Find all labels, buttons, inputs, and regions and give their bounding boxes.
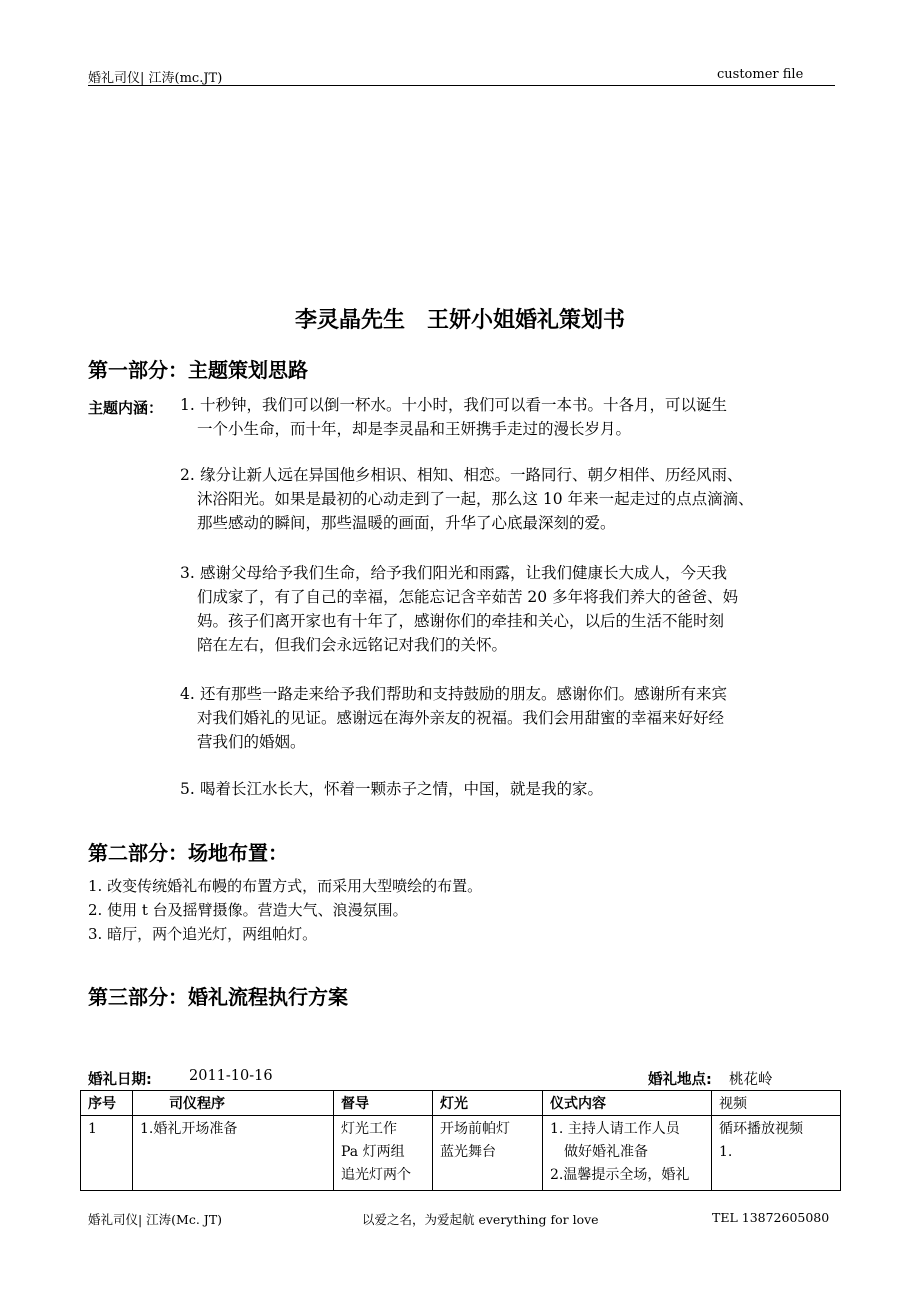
- header-left-text: 婚礼司仪| 江涛(mc.JT): [88, 71, 223, 86]
- date-value: 2011-10-16: [189, 1068, 273, 1084]
- table-cell: 1. 主持人请工作人员 做好婚礼准备 2.温馨提示全场，婚礼: [543, 1116, 712, 1191]
- table-cell: 开场前帕灯 蓝光舞台: [433, 1116, 543, 1191]
- theme-item-3: [180, 561, 840, 657]
- item-number: 1.: [180, 396, 195, 414]
- table-cell: 1: [81, 1116, 133, 1191]
- item-number: 3.: [180, 564, 195, 582]
- table-cell: 灯光工作 Pa 灯两组 追光灯两个: [334, 1116, 433, 1191]
- item-line: 妈。孩子们离开家也有十年了，感谢你们的牵挂和关心，以后的生活不能时刻: [197, 612, 725, 630]
- list-item: 2. 使用 t 台及摇臂摄像。营造大气、浪漫氛围。: [88, 901, 408, 919]
- item-line: 那些感动的瞬间，那些温暖的画面，升华了心底最深刻的爱。: [197, 514, 616, 532]
- header-right-text: customer file: [717, 67, 804, 82]
- footer-center-text: 以爱之名，为爱起航 everything for love: [362, 1212, 599, 1227]
- item-line: 缘分让新人远在异国他乡相识、相知、相恋。一路同行、朝夕相伴、历经风雨、: [200, 466, 743, 484]
- table-cell: 循环播放视频 1.: [712, 1116, 841, 1191]
- section-heading-1: 第一部分：主题策划思路: [88, 358, 308, 382]
- date-label: 婚礼日期:: [88, 1072, 152, 1088]
- item-line: 们成家了，有了自己的幸福，怎能忘记含辛茹苦 20 多年将我们养大的爸爸、妈: [197, 588, 739, 606]
- item-line: 陪在左右，但我们会永远铭记对我们的关怀。: [197, 636, 508, 654]
- item-line: 沐浴阳光。如果是最初的心动走到了一起，那么这 10 年来一起走过的点点滴滴、: [197, 490, 754, 508]
- column-header: 序号: [81, 1091, 133, 1116]
- column-header: 视频: [712, 1091, 841, 1116]
- theme-label: 主题内涵：: [88, 399, 164, 417]
- theme-item-5: [180, 777, 840, 801]
- item-number: 4.: [180, 685, 195, 703]
- footer-left-text: 婚礼司仪| 江涛(Mc. JT): [88, 1212, 223, 1227]
- item-line: 感谢父母给予我们生命，给予我们阳光和雨露，让我们健康长大成人，今天我: [200, 564, 728, 582]
- theme-item-2: [180, 463, 840, 535]
- venue-list: [88, 874, 482, 946]
- place-value: 桃花岭: [729, 1072, 773, 1088]
- item-line: 营我们的婚姻。: [197, 733, 306, 751]
- footer-right-text: TEL 13872605080: [712, 1210, 830, 1225]
- theme-item-1: [180, 393, 840, 441]
- item-line: 喝着长江水长大，怀着一颗赤子之情，中国，就是我的家。: [200, 780, 604, 798]
- item-line: 一个小生命，而十年，却是李灵晶和王妍携手走过的漫长岁月。: [197, 420, 632, 438]
- table-header-row: [81, 1091, 841, 1116]
- item-number: 5.: [180, 780, 195, 798]
- item-number: 2.: [180, 466, 195, 484]
- header-divider: [88, 85, 835, 86]
- place-label: 婚礼地点:: [648, 1072, 712, 1088]
- list-item: 3. 暗厅，两个追光灯，两组帕灯。: [88, 925, 318, 943]
- list-item: 1. 改变传统婚礼布幔的布置方式，而采用大型喷绘的布置。: [88, 877, 483, 895]
- item-line: 十秒钟，我们可以倒一杯水。十小时，我们可以看一本书。十各月，可以诞生: [200, 396, 728, 414]
- column-header: 司仪程序: [133, 1091, 334, 1116]
- item-line: 对我们婚礼的见证。感谢远在海外亲友的祝福。我们会用甜蜜的幸福来好好经: [197, 709, 725, 727]
- ceremony-flow-table: [80, 1090, 841, 1191]
- section-heading-3: 第三部分：婚礼流程执行方案: [88, 985, 348, 1009]
- table-cell: 1.婚礼开场准备: [133, 1116, 334, 1191]
- document-title: 李灵晶先生 王妍小姐婚礼策划书: [294, 308, 625, 333]
- item-line: 还有那些一路走来给予我们帮助和支持鼓励的朋友。感谢你们。感谢所有来宾: [200, 685, 728, 703]
- column-header: 仪式内容: [543, 1091, 712, 1116]
- column-header: 灯光: [433, 1091, 543, 1116]
- column-header: 督导: [334, 1091, 433, 1116]
- theme-item-4: [180, 682, 840, 754]
- section-heading-2: 第二部分：场地布置：: [88, 841, 288, 865]
- table-row: [81, 1116, 841, 1191]
